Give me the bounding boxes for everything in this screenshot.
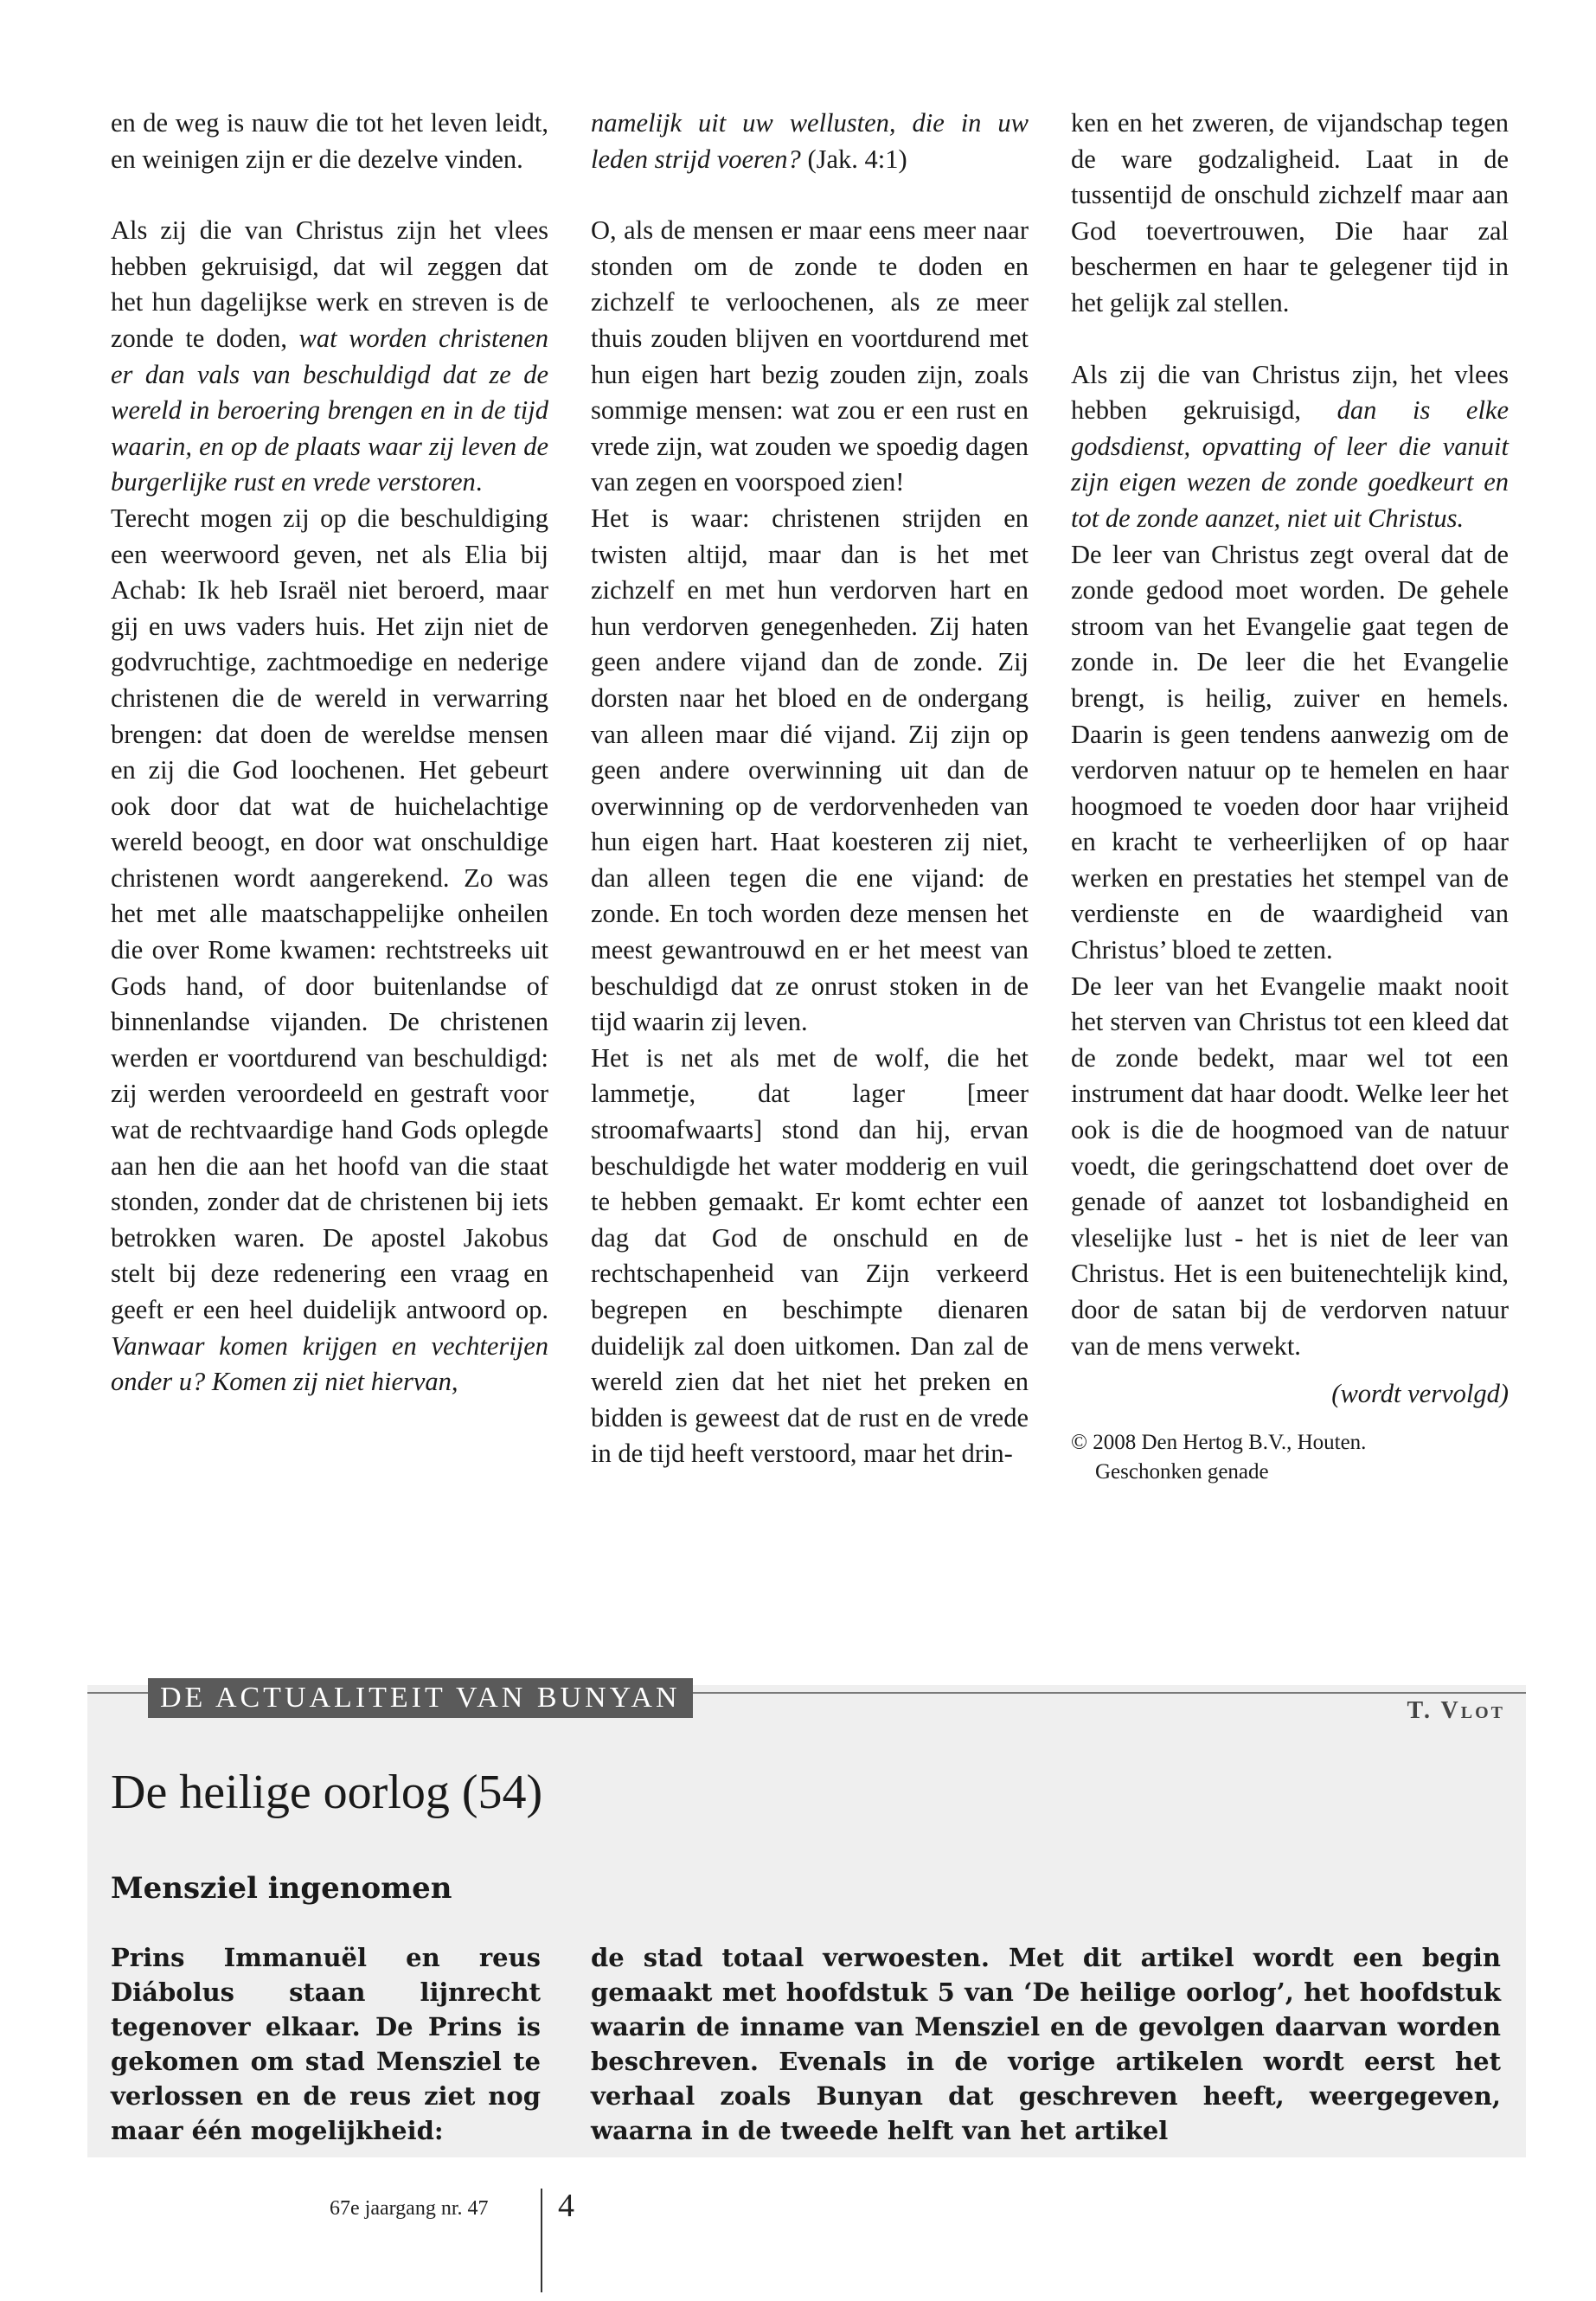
lead-column-2: de stad totaal verwoesten. Met dit artikel wordt een begin gemaakt met hoofdstuk 5 van ‘De heilige oorlog’, het hoofdstuk waarin de inname van Menszie​l en de gevolgen daarvan worden beschreven. Evenals in de vorige artikelen wordt eerst het verhaal zoals Bunyan dat geschreven heeft, weergegeven, waarna in de tweede helft van het artikel [591, 1943, 1501, 2145]
section-label: DE ACTUALITEIT VAN BUNYAN [148, 1678, 693, 1718]
scripture-quote: Vanwaar komen krijgen en vechterijen onder u? Komen zij niet hiervan, [111, 1330, 548, 1397]
paragraph: Het is net als met de wolf, die het lammetje, dat lager [meer stroomafwaarts] stond dan hij, ervan beschuldigde het water modderig en vuil te hebben gemaakt. Er komt echter een dag dat God de onschuld en de rechtschapenheid van Zijn verkeerd begrepen en beschimpte dienaren duidelijk zal doen uitkomen. Dan zal de wereld zien dat het niet het preken en bidden is geweest dat de rust en de vrede in de tijd heeft verstoord, maar het drin- [591, 1042, 1029, 1469]
paragraph: O, als de mensen er maar eens meer naar stonden om de zonde te doden en zichzelf te verloochenen, als ze meer thuis zouden blijven en voortdurend met hun eigen hart bezig zouden zijn, zoals sommige mensen: wat zou er een rust en vrede zijn, wat zouden we spoedig dagen van zegen en voorspoed zien! [591, 215, 1029, 497]
scripture-quote: namelijk uit uw wellusten, die in uw leden strijd voeren? [591, 108, 1029, 174]
paragraph: De leer van Christus zegt overal dat de zonde gedood moet worden. De gehele stroom van het Evangelie gaat tegen de zonde in. De leer die het Evangelie brengt, is heilig, zuiver en hemels. Daarin is geen tendens aanwezig om de verdorven natuur op te hemelen en haar hoogmoed te voeden door haar vrijheid en kracht te verheerlijken of op haar werken en prestaties het stempel van de verdienste en de waardigheid van Christus’ bloed te zetten. [1071, 539, 1509, 965]
paragraph [1071, 357, 1509, 537]
copyright-line: © 2008 Den Hertog B.V., Houten. [1071, 1430, 1367, 1454]
paragraph [111, 501, 548, 1400]
italic-text: wat worden christenen er dan vals van beschuldigd dat ze de wereld in beroering brengen en in de tijd waarin, en op de plaats waar zij leven de burgerlijke rust en vrede verstoren [111, 323, 549, 497]
lead-column-1: Prins Immanuël en reus Diábolus staan lijnrecht tegenover elkaar. De Prins is gekomen om stad Menszie​l te verlossen en de reus ziet nog maar één mogelijkheid: [111, 1943, 541, 2145]
continued-note: (wordt vervolgd) [1331, 1379, 1509, 1409]
article-column-2 [591, 106, 1029, 1472]
paragraph: Het is waar: christenen strijden en twisten altijd, maar dan is het met zichzelf en met hun verdorven hart en hun verdorven genegenheden. Zij haten geen andere vijand dan de zonde. Zij dorsten naar het bloed en de ondergang van alleen maar dié vijand. Zij zijn op geen andere overwinning uit dan de overwinning op de verdorvenheden van hun eigen hart. Haat koesteren zij niet, dan alleen tegen die ene vijand: de zonde. En toch worden deze mensen het meest gewantrouwd en er het meest van beschuldigd dat ze onrust stoken in de tijd waarin zij leven. [591, 503, 1029, 1037]
issue-info: 67e jaargang nr. 47 [330, 2197, 489, 2220]
paragraph-text: Als zij die van Christus zijn het vlees hebben gekruisigd, dat wil zeggen dat het hun dagelijkse werk en streven is de zonde te doden, [111, 215, 548, 353]
page-footer [0, 2180, 1596, 2301]
article-column-3 [1071, 106, 1509, 1487]
paragraph-end: . [475, 467, 483, 497]
paragraph: ken en het zweren, de vijandschap tegen de ware godzaligheid. Laat in de tussentijd de onschuld zichzelf maar aan God toevertrouwen, Die haar zal beschermen en haar te gelegener tijd in het gelijk zal stellen. [1071, 108, 1509, 317]
page-number: 4 [558, 2188, 574, 2224]
scripture-reference: (Jak. 4:1) [800, 144, 907, 174]
article-column-1 [111, 106, 548, 1400]
copyright-notice [1071, 1428, 1509, 1487]
article-title: De heilige oorlog (54) [111, 1766, 543, 1819]
footer-divider [541, 2189, 542, 2292]
paragraph-text: Terecht mogen zij op die beschuldiging een weerwoord geven, net als Elia bij Achab: Ik heb Israël niet beroerd, maar gij en uws vaders huis. Het zijn niet de godvruchtige, zachtmoedige en nederige christenen die de wereld in verwarring brengen: dat doen de wereldse mensen en zij die God loochenen. Het gebeurt ook door dat wat de huichelachtige wereld beoogt, en door wat onschuldige christenen wordt aangerekend. Zo was het met alle maatschappelijke onheilen die over Rome kwamen: rechtstreeks uit Gods hand, of door buitenlandse of binnenlandse vijanden. De christenen werden er voortdurend van beschuldigd: zij werden veroordeeld en gestraft voor wat de rechtvaardige hand Gods oplegde aan hen die aan het hoofd van die staat stonden, zonder dat de christenen bij iets betrokken waren. De apostel Jakobus stelt bij deze redenering een vraag en geeft er een heel duidelijk antwoord op. [111, 503, 548, 1324]
author-name: T. Vlot [1407, 1697, 1505, 1724]
paragraph-text: Als zij die van Christus zijn, het vlees hebben gekruisigd, [1071, 359, 1509, 426]
source-title: Geschonken genade [1095, 1459, 1269, 1484]
paragraph [111, 213, 548, 501]
paragraph: en de weg is nauw die tot het leven leidt, en weinigen zijn er die dezelve vinden. [111, 108, 548, 174]
italic-text: dan is elke godsdienst, opvatting of leer die vanuit zijn eigen wezen de zonde goedkeurt en tot de zonde aanzet, niet uit Christus. [1071, 395, 1509, 533]
bunyan-section [87, 1682, 1526, 2157]
paragraph [591, 106, 1029, 177]
article-subtitle: Menszie​l ingenomen [111, 1871, 452, 1906]
paragraph: De leer van het Evangelie maakt nooit het sterven van Christus tot een kleed dat de zonde bedekt, maar wel tot een instrument dat haar doodt. Welke leer het ook is die de hoogmoed van de natuur voedt, die geringschattend doet over de genade of aanzet tot losbandigheid en vleselijke lust - het is niet de leer van Christus. Het is een buitenechtelijk kind, door de satan bij de verdorven natuur van de mens verwekt. [1071, 971, 1509, 1361]
